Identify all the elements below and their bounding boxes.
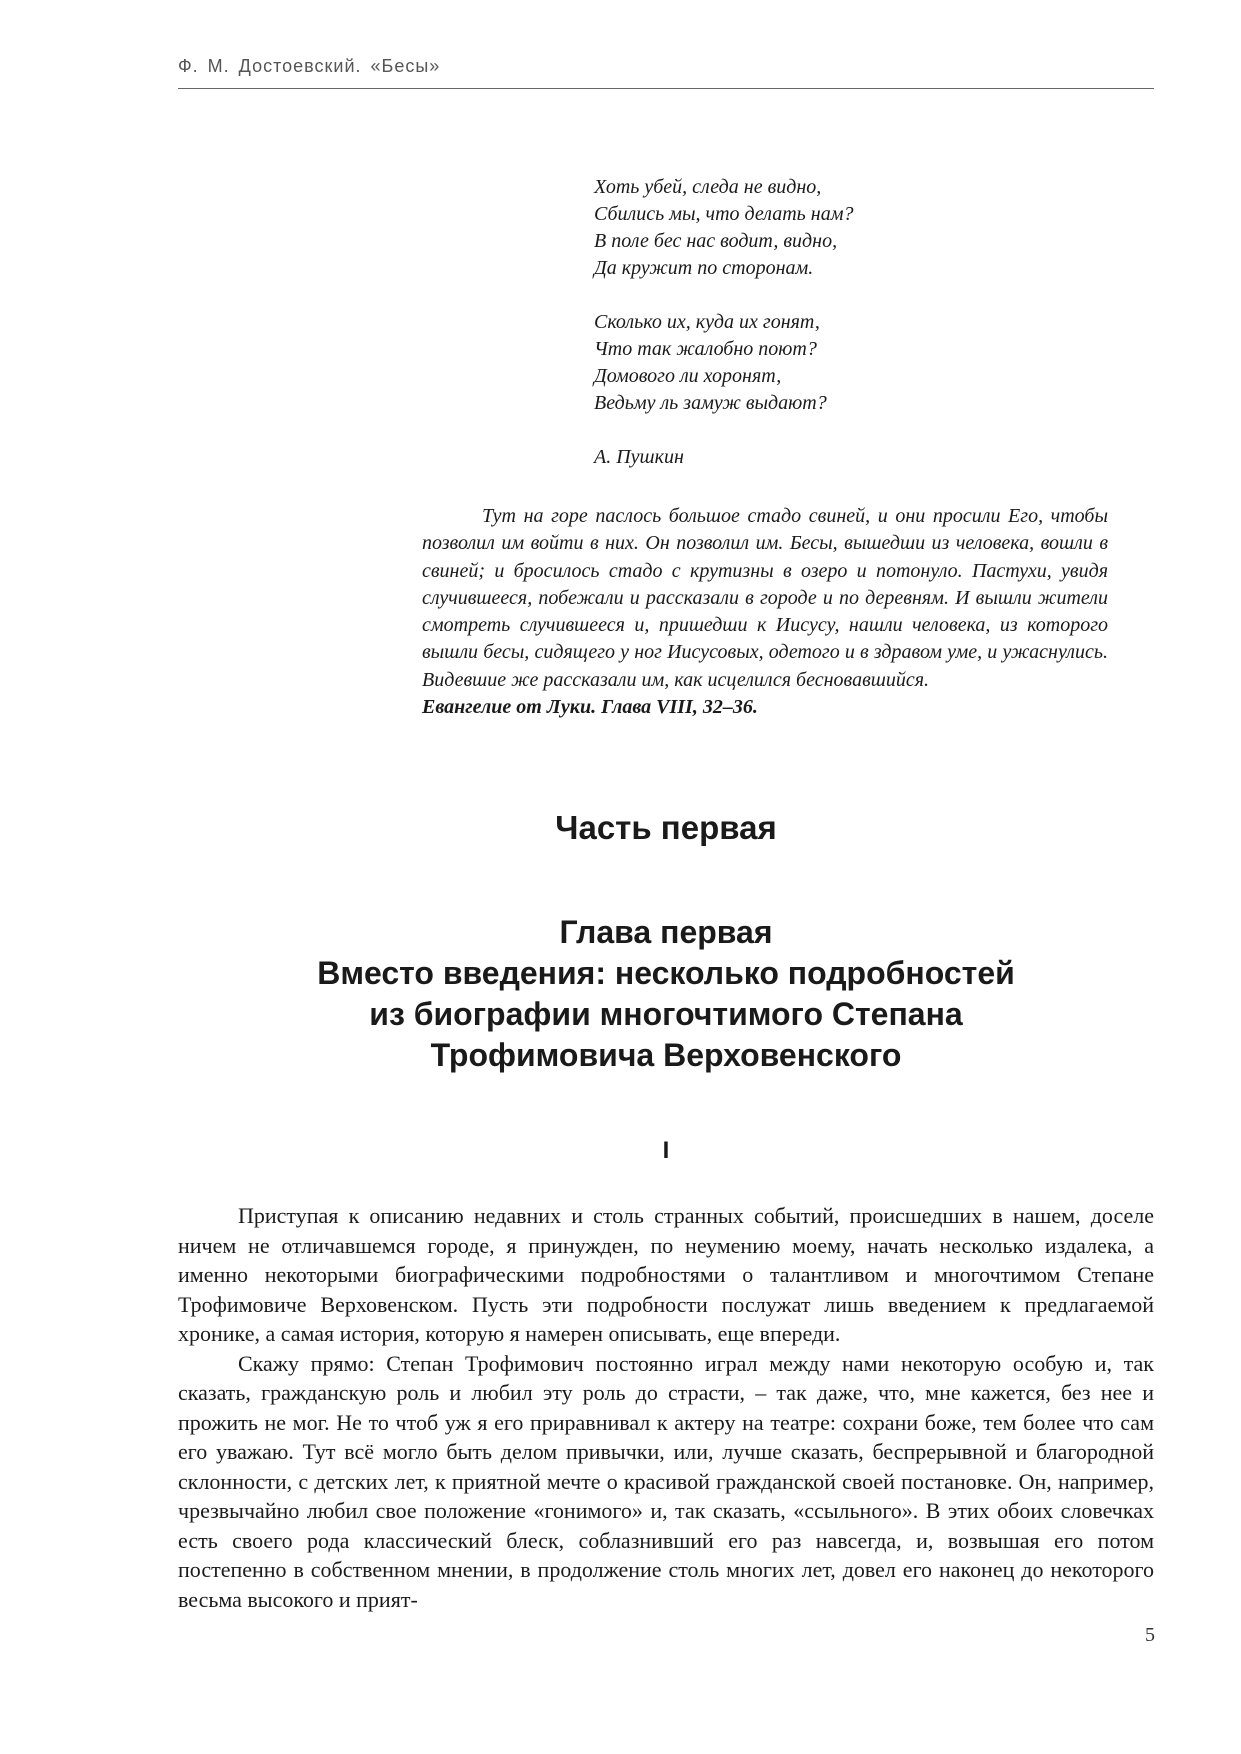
page-number: 5 [1145,1624,1155,1646]
chapter-title-line: Трофимовича Верховенского [430,1037,902,1073]
chapter-title-line: Вместо введения: несколько подробностей [317,955,1015,991]
chapter-title-line: Глава первая [559,914,773,950]
poem-line: Ведьму ль замуж выдают? [594,392,827,414]
epigraph-gospel [422,503,1108,721]
poem-stanza [594,174,1094,282]
gospel-quote: Тут на горе паслось большое стадо свиней, и они просили Его, чтобы позволил им войти в них. Он позволил им. Бесы, вышедши из человека, вошли в свиней; и бросилось стадо с крутизны в озеро и потонуло. Пастухи, увидя случившееся, побежали и рассказали в городе и по деревням. И вышли жители смотреть случившееся и, пришедши к Иисусу, нашли человека, из которого вышли бесы, сидящего у ног Иисусовых, одетого и в здравом уме, и ужаснулись. Видевшие же рассказали им, как исцелился бесновавшийся. [422,505,1108,691]
epigraph-poem [594,174,1094,471]
poem-attribution: А. Пушкин [594,446,684,468]
poem-line: Сбились мы, что делать нам? [594,203,854,225]
body-text [178,1201,1154,1614]
poem-stanza [594,309,1094,417]
chapter-title [178,912,1154,1076]
poem-line: Сколько их, куда их гонят, [594,311,820,333]
poem-line: Хоть убей, следа не видно, [594,176,822,198]
running-header: Ф. М. Достоевский. «Бесы» [178,56,441,76]
poem-line: Домового ли хоронят, [594,365,782,387]
poem-line: Да кружит по сторонам. [594,257,814,279]
poem-line: Что так жалобно поют? [594,338,817,360]
body-paragraph: Приступая к описанию недавних и столь странных событий, происшедших в нашем, доселе ничем не отличавшемся городе, я принужден, по неумению моему, начать несколько издалека, а именно некоторыми биографическими подробностями о талантливом и многочтимом Степане Трофимовиче Верховенском. Пусть эти подробности послужат лишь введением к предлагаемой хронике, а самая история, которую я намерен описывать, еще впереди. [178,1203,1154,1346]
part-title: Часть первая [555,809,777,846]
poem-line: В поле бес нас водит, видно, [594,230,838,252]
section-number: I [662,1137,670,1164]
header-divider [178,88,1154,89]
chapter-title-line: из биографии многочтимого Степана [369,996,963,1032]
body-paragraph: Скажу прямо: Степан Трофимович постоянно играл между нами некоторую особую и, так сказать, гражданскую роль и любил эту роль до страсти, – так даже, что, мне кажется, без нее и прожить не мог. Не то чтоб уж я его приравнивал к актеру на театре: сохрани боже, тем более что сам его уважаю. Тут всё могло быть делом привычки, или, лучше сказать, беспрерывной и благородной склонности, с детских лет, к приятной мечте о красивой гражданской своей постановке. Он, например, чрезвычайно любил свое положение «гонимого» и, так сказать, «ссыльного». В этих обоих словечках есть своего рода классический блеск, соблазнивший его раз навсегда, и, возвышая его потом постепенно в собственном мнении, в продолжение столь многих лет, довел его наконец до некоторого весьма высокого и прият- [178,1350,1154,1612]
gospel-source: Евангелие от Луки. Глава VIII, 32–36. [422,696,758,719]
